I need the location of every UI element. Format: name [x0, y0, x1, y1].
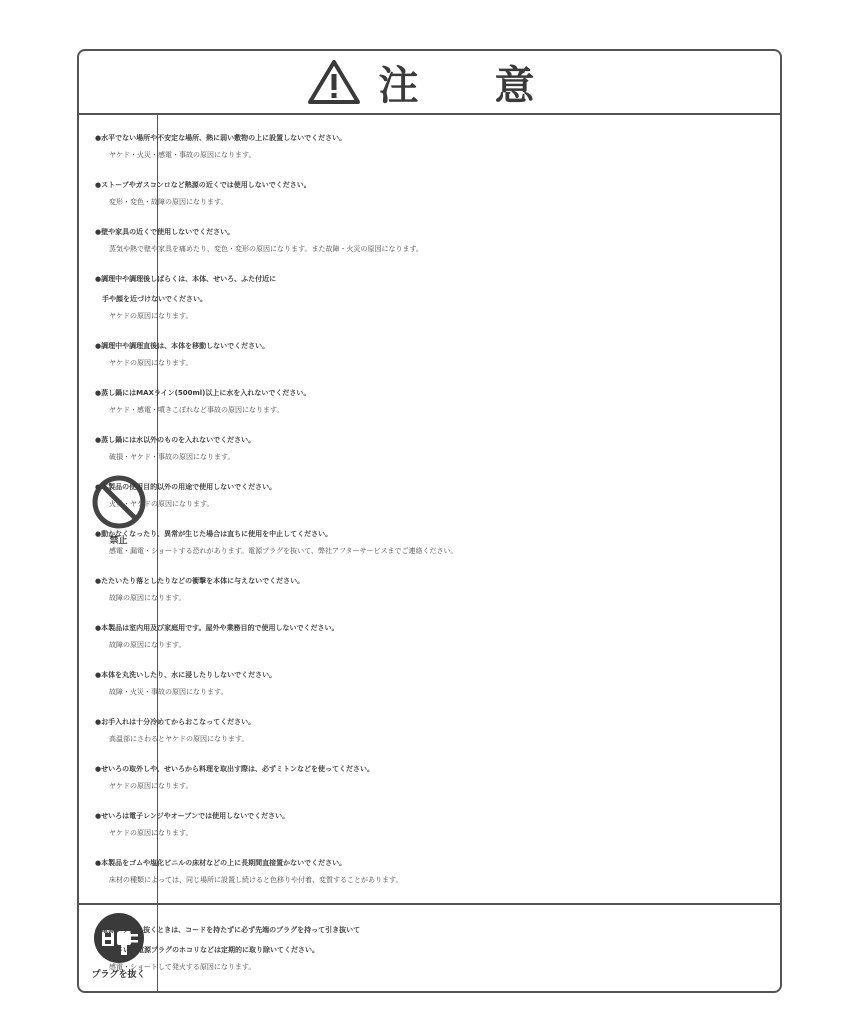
- prohibited-label: 禁止: [109, 536, 128, 546]
- item-main: ●調理中や調理後しばらくは、本体、せいろ、ふた付近に 手や顔を近づけないでください。: [95, 275, 277, 303]
- list-item: [95, 853, 852, 885]
- item-main: ●水平でない場所や不安定な場所、熱に弱い敷物の上に設置しないでください。: [95, 134, 347, 142]
- item-main: ●調理中や調理直後は、本体を移動しないでください。: [95, 342, 270, 350]
- item-sub: ヤケドの原因になります。: [109, 312, 193, 320]
- item-main: ●壁や家具の近くで使用しないでください。: [95, 228, 235, 236]
- item-sub: 故障の原因になります。: [109, 641, 186, 649]
- list-item: [95, 571, 852, 603]
- item-sub: 感電・漏電・ショートする恐れがあります。電源プラグを抜いて、弊社アフターサービスまでご連絡ください。: [109, 547, 458, 555]
- item-sub: ヤケド・感電・噴きこぼれなど事故の原因になります。: [109, 406, 284, 414]
- item-sub: 故障の原因になります。: [109, 594, 186, 602]
- unplug-label: プラグを抜く: [91, 970, 146, 980]
- list-item: [95, 759, 852, 791]
- list-item: [95, 222, 852, 254]
- item-sub: 火災・ヤケドの原因になります。: [109, 500, 214, 508]
- item-main: ●ストーブやガスコンロなど熱源の近くでは使用しないでください。: [95, 181, 311, 189]
- item-main: ●せいろは電子レンジやオーブンでは使用しないでください。: [95, 812, 290, 820]
- item-main: ●本製品の使用目的以外の用途で使用しないでください。: [95, 483, 277, 491]
- item-main: ●本製品をゴムや塩化ビニルの床材などの上に長期間直接置かないでください。: [95, 859, 347, 867]
- item-main: ●電源プラグを抜くときは、コードを持たずに必ず先端のプラグを持って引き抜いて ください。電源プラグのホコリなどは定期的に取り除いてください。: [95, 926, 361, 954]
- list-item: [95, 175, 852, 207]
- list-item: [95, 477, 852, 509]
- item-sub: ヤケドの原因になります。: [109, 829, 193, 837]
- list-item: [95, 383, 852, 415]
- list-item: [95, 430, 852, 462]
- item-sub: ヤケドの原因になります。: [109, 782, 193, 790]
- list-item: [95, 920, 852, 972]
- item-main: ●蒸し鍋にはMAXライン(500ml)以上に水を入れないでください。: [95, 389, 311, 397]
- item-main: ●本製品は室内用及び家庭用です。屋外や業務目的で使用しないでください。: [95, 624, 339, 632]
- item-main: ●本体を丸洗いしたり、水に浸したりしないでください。: [95, 671, 277, 679]
- item-sub: 故障・火災・事故の原因になります。: [109, 688, 228, 696]
- item-sub: ヤケド・火災・感電・事故の原因になります。: [109, 151, 256, 159]
- item-sub: ヤケドの原因になります。: [109, 359, 193, 367]
- item-main: ●たたいたり落としたりなどの衝撃を本体に与えないでください。: [95, 577, 305, 585]
- item-main: ●せいろの取外しや、せいろから料理を取出す際は、必ずミトンなどを使ってください。: [95, 765, 374, 773]
- item-sub: 感電・ショートして発火する原因になります。: [109, 963, 256, 971]
- item-sub: 破損・ヤケド・事故の原因になります。: [109, 453, 235, 461]
- list-item: [95, 128, 852, 160]
- caution-title: 注 意: [378, 62, 553, 109]
- item-sub: 蒸気や熱で壁や家具を痛めたり、変色・変形の原因になります。また故障・火災の原因になります。: [109, 245, 423, 253]
- item-sub: 変形・変色・故障の原因になります。: [109, 198, 228, 206]
- item-sub: 高温部にさわるとヤケドの原因になります。: [109, 735, 249, 743]
- item-sub: 床材の種類によっては、同じ場所に設置し続けると色移りや付着、変質することがあります。: [109, 876, 403, 884]
- list-item: [95, 618, 852, 650]
- caution-header: [79, 51, 780, 115]
- list-item: [95, 712, 852, 744]
- item-main: ●お手入れは十分冷めてからおこなってください。: [95, 718, 256, 726]
- list-item: [95, 336, 852, 368]
- list-item: [95, 806, 852, 838]
- list-item: [95, 665, 852, 697]
- item-main: ●蒸し鍋には水以外のものを入れないでください。: [95, 436, 256, 444]
- item-main: ●動かなくなったり、異常が生じた場合は直ちに使用を中止してください。: [95, 530, 333, 538]
- list-item: [95, 269, 852, 321]
- list-item: [95, 524, 852, 556]
- section-divider: [79, 903, 780, 905]
- warning-triangle-icon: [307, 58, 361, 106]
